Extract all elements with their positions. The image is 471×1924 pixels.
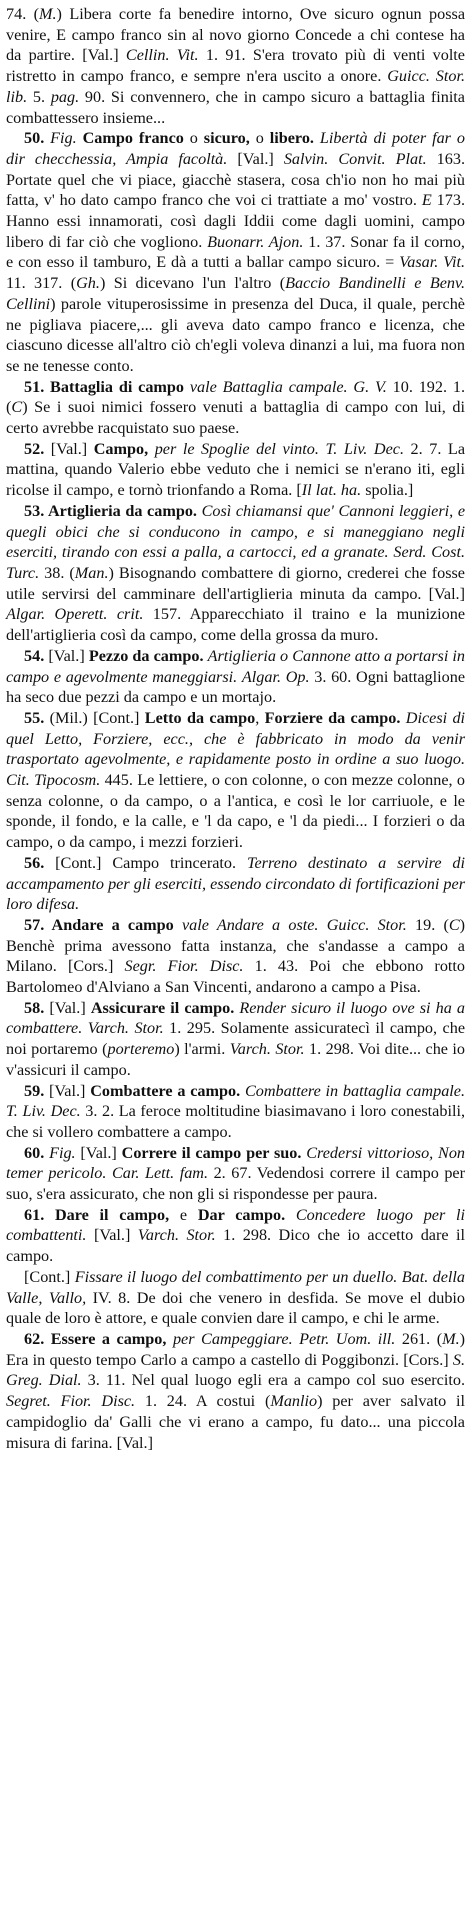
entry-headword: 59. (24, 1081, 50, 1100)
entry-text: 1. 91. S'era trovato più di venti volte ristretto in campo franco, e sempre n'era uscito a onore. (6, 46, 465, 86)
entry-headword: 56. (24, 853, 56, 872)
entry-text: 3. 11. Nel qual luogo egli era a campo col suo esercito. (81, 1371, 465, 1390)
entry-text: 3. 2. La feroce moltitudine biasimavano i loro conestabili, che si vollero combattere a campo. (6, 1102, 465, 1141)
italic-text: Cellin. Vit. (125, 46, 199, 65)
entry-headword: 58. (24, 998, 50, 1017)
entry-text: 1. 37. Sonar fa il corno, e con esso il tamburo, E dà a tutti a ballar campo sicuro. = (6, 232, 465, 272)
dictionary-entry (6, 4, 465, 128)
entry-headword: 60. (24, 1143, 50, 1162)
entry-text: 90. Si convennero, che in campo sicuro a battaglia finita combattessero insieme... (6, 87, 465, 127)
italic-text: Vasar. Vit. (399, 253, 466, 272)
italic-text: Artiglieria o Cannone atto a portarsi in campo e agevolmente maneggiarsi. (6, 646, 466, 686)
italic-text: Combattere in battaglia campale. (244, 1081, 466, 1100)
entry-text: , (255, 708, 265, 727)
italic-text: Baccio Bandinelli e Benv. Cellini (6, 274, 466, 313)
italic-text: Fissare il luogo del combattimento per un duello. (74, 1267, 398, 1286)
entry-headword: 57. Andare a campo (24, 915, 174, 934)
italic-text: C (11, 398, 23, 417)
dictionary-entry (6, 915, 465, 998)
italic-text: Così chiamansi que' Cannoni leggieri, e quegli obici che si conducono in campo, e si maneggiano negli eserciti, tirando con essi a palla, a cartocci, ed a granate. (6, 501, 465, 562)
dictionary-entry (6, 708, 465, 853)
entry-text: ) Libera corte fa benedire intorno, Ove sicuro ognun possa venire, E campo franco sin al novo giorno Concede a chi contese ha da partire. [Val.] (6, 5, 466, 65)
entry-text: [Val.] (227, 149, 284, 168)
entry-text: 157. Apparecchiato il traino e la munizione dell'artiglieria così da campo, come della grossa da muro. (6, 605, 466, 645)
entry-headword: Pezzo da campo. (88, 646, 204, 665)
dictionary-entry (6, 377, 465, 439)
dictionary-entry (6, 439, 465, 501)
italic-text: T. Liv. Dec. (325, 439, 405, 458)
dictionary-entry (6, 998, 465, 1081)
italic-text: Libertà di poter far o dir checchessia, Ampia facoltà. (6, 129, 465, 168)
dictionary-entry (6, 1205, 465, 1267)
italic-text: Segret. Fior. Disc. (6, 1392, 136, 1411)
entry-text: [Val.] (49, 998, 91, 1017)
entry-text: [Val.] (48, 646, 89, 665)
italic-text: E (421, 191, 432, 210)
entry-text: [Val.] (49, 1081, 91, 1100)
italic-text: Gh. (76, 274, 100, 293)
italic-text: Fig. (49, 1143, 76, 1162)
entry-text: 2. 7. La mattina, quando Valerio ebbe veduto che i nemici se n'erano iti, egli ricolse il campo, e tornò trionfando a Roma. [ (6, 439, 466, 500)
entry-text: ) Benchè prima avessono fatta instanza, che s'andasse a campo a Milano. [Cors.] (6, 915, 466, 976)
entry-text: spolia.] (361, 481, 414, 500)
italic-text: Guicc. Stor. (326, 915, 407, 934)
italic-text: M. (442, 1330, 460, 1348)
entry-text: 11. 317. ( (6, 274, 77, 293)
dictionary-entry (6, 128, 465, 376)
italic-text: Algar. Operett. crit. (6, 605, 144, 624)
italic-text: Varch. Stor. (137, 1226, 216, 1245)
entry-text: ) per aver salvato il campidoglio da' Galli che vi erano a campo, fu dato... una piccola misura di farina. [Val.] (6, 1392, 465, 1452)
italic-text: Buonarr. Ajon. (207, 232, 304, 251)
italic-text: Terreno destinato a servire di accampamento per gli eserciti, essendo circondato di fortificazioni per loro difesa. (6, 853, 466, 914)
italic-text: S. Greg. Dial. (6, 1350, 465, 1390)
entry-text: ) l'armi. (174, 1040, 230, 1059)
italic-text: porteremo (107, 1040, 175, 1059)
italic-text: M. (39, 5, 57, 23)
entry-headword: 61. Dare il campo, (24, 1205, 170, 1224)
entry-text: 5. (27, 87, 51, 106)
italic-text: Bat. della Valle, Vallo, (6, 1267, 465, 1307)
dictionary-entry (6, 1329, 465, 1453)
dictionary-entry (6, 1081, 465, 1143)
entry-text: [Cont.] (24, 1267, 75, 1286)
italic-text: Serd. Cost. Turc. (6, 543, 465, 582)
entry-text: 1. 298. Dico che io accetto dare il campo. (6, 1226, 465, 1266)
dictionary-entry (6, 501, 465, 646)
entry-text: 1. 295. Solamente assicuratecì il campo, che noi portaremo ( (6, 1019, 466, 1059)
entry-text: ) parole vituperosissime in presenza del Duca, il quale, perchè ne pigliava piacere,... gli aveva dato campo franco e licenza, che ciascuno dicesse all'altro ciò ch'egli voleva dinanzi a lui, ma fuora non se ne tenesse conto. (6, 294, 465, 375)
entry-text: [Val.] (50, 439, 94, 458)
dictionary-entry (6, 1143, 465, 1205)
entry-headword: 53. Artiglieria da campo. (24, 501, 197, 520)
entry-headword: 54. (24, 646, 49, 665)
entry-headword: Letto da campo (144, 708, 256, 727)
entry-text: [Val.] (75, 1143, 122, 1162)
italic-text: Concedere luogo per li combattenti. (6, 1205, 465, 1245)
entry-text: 38. ( (39, 563, 75, 582)
entry-text: 261. ( (395, 1330, 443, 1348)
dictionary-entry (6, 646, 465, 708)
entry-text: [Val.] (86, 1226, 138, 1245)
entry-text: 173. Hanno essi innamorati, così dagli Iddii come dagli uomini, campo libero di far ciò che vogliono. (6, 191, 466, 251)
entry-text: ) Se i suoi nimici fossero venuti a battaglia di campo con lui, di certo avrebbe racquistato suo paese. (6, 398, 465, 438)
italic-text: Algar. Op. (241, 667, 310, 686)
entry-headword: Campo franco (76, 129, 184, 148)
entry-text: ) Bisognando combattere di giorno, crederei che fosse utile servirsi del camminare dell'artiglieria minuta da campo. [Val.] (6, 563, 465, 603)
italic-text: per Campeggiare. (172, 1330, 293, 1348)
italic-text: per le Spoglie del vinto. (154, 439, 319, 458)
italic-text: vale Battaglia campale. (189, 377, 348, 396)
entry-headword: 55. (24, 708, 50, 727)
entry-text: 445. Le lettiere, o con colonne, o con mezze colonne, o senza colonne, o da campo, o a l'antica, e così le lor carriuole, e le sponde, il fondo, e la calle, e 'l da capo, e 'l da piedi... I forzieri o da campo, o da campo, i mezzi forzieri. (6, 771, 465, 852)
entry-text: 2. 67. Vedendosi correre il campo per suo, s'era assicurato, che non gli si rispondesse per paura. (6, 1164, 466, 1204)
entry-headword: Assicurare il campo. (90, 998, 235, 1017)
entry-text: IV. 8. De doi che venero in desfida. Se move el dubio quale de loro è attore, e quale convien dare il campo, e chi le arme. (6, 1288, 466, 1328)
entry-headword: libero. (269, 129, 314, 148)
entry-text: e (169, 1205, 198, 1224)
entry-text: o (249, 129, 270, 148)
italic-text: Credersi vittorioso, Non temer pericolo. (6, 1143, 466, 1183)
entry-text: (Mil.) [Cont.] (49, 708, 145, 727)
entry-text: 1. 298. Voi dite... che io v'assicuri il campo. (6, 1040, 466, 1079)
italic-text: G. V. (353, 377, 387, 396)
italic-text: Fig. (50, 129, 77, 148)
entry-text: o (183, 129, 204, 148)
italic-text: C (448, 915, 460, 934)
entry-headword: 50. (24, 129, 51, 148)
italic-text: T. Liv. Dec. (6, 1102, 81, 1121)
entry-text: 1. 43. Poi che ebbono rotto Bartolomeo d'Alviano a San Vincenti, andarono a campo a Pisa. (6, 957, 466, 997)
italic-text: Salvin. Convit. Plat. (283, 149, 427, 168)
italic-text: Cit. Tipocosm. (6, 771, 101, 790)
entry-headword: Dar campo. (197, 1205, 286, 1224)
entry-headword: Combattere a campo. (90, 1081, 241, 1100)
entry-text: 74. ( (6, 5, 40, 23)
entry-text: 10. 192. 1. ( (6, 377, 465, 417)
entry-headword: sicuro, (203, 129, 250, 148)
italic-text: Varch. Stor. (229, 1040, 305, 1059)
entry-text: 19. ( (406, 915, 449, 934)
italic-text: Man. (74, 563, 109, 582)
italic-text: vale Andare a oste. (181, 915, 319, 934)
italic-text: Manlio (270, 1392, 318, 1411)
entry-headword: 52. (24, 439, 51, 458)
italic-text: Dicesi di quel Letto, Forziere, ecc., che è fabbricato in modo da venir trasportato agevolmente, e rapidamente posto in ordine a suo luogo. (6, 708, 466, 769)
entry-text: ) Era in questo tempo Carlo a campo a castello di Poggibonzi. [Cors.] (6, 1330, 466, 1369)
entry-text (318, 916, 326, 934)
italic-text: Guicc. Stor. lib. (6, 67, 465, 106)
entry-text: 163. Portate quel che vi piace, giacchè stasera, cosa ch'io non ho mai più fatta, v' ho dato campo franco che voi ci trattiate a mo' vostro. (6, 149, 466, 210)
entry-headword: Correre il campo per suo. (121, 1143, 302, 1162)
entry-text (285, 1206, 296, 1224)
entry-text (174, 916, 182, 934)
dictionary-entry (6, 853, 465, 915)
entry-headword: Forziere da campo. (264, 708, 401, 727)
italic-text: Segr. Fior. Disc. (124, 957, 244, 976)
entry-headword: 51. Battaglia di campo (24, 377, 185, 396)
italic-text: Varch. Stor. (87, 1019, 164, 1038)
entry-text: ) Si dicevano l'un l'altro ( (99, 274, 286, 293)
entry-text: 3. 60. Ogni battaglione ha seco due pezzi da campo e un mortajo. (6, 667, 466, 707)
entry-headword: Campo, (93, 439, 149, 458)
entry-text: 1. 24. A costui ( (135, 1392, 271, 1411)
italic-text: Car. Lett. fam. (111, 1164, 209, 1183)
entry-headword: 62. Essere a campo, (24, 1330, 167, 1348)
italic-text: Il lat. ha. (301, 481, 362, 500)
dictionary-entry (6, 1267, 465, 1329)
italic-text: Petr. Uom. ill. (299, 1330, 396, 1348)
italic-text: pag. (50, 87, 80, 106)
italic-text: Render sicuro il luogo ove si ha a combattere. (6, 998, 466, 1038)
entry-text: [Cont.] Campo trincerato. (55, 853, 247, 872)
